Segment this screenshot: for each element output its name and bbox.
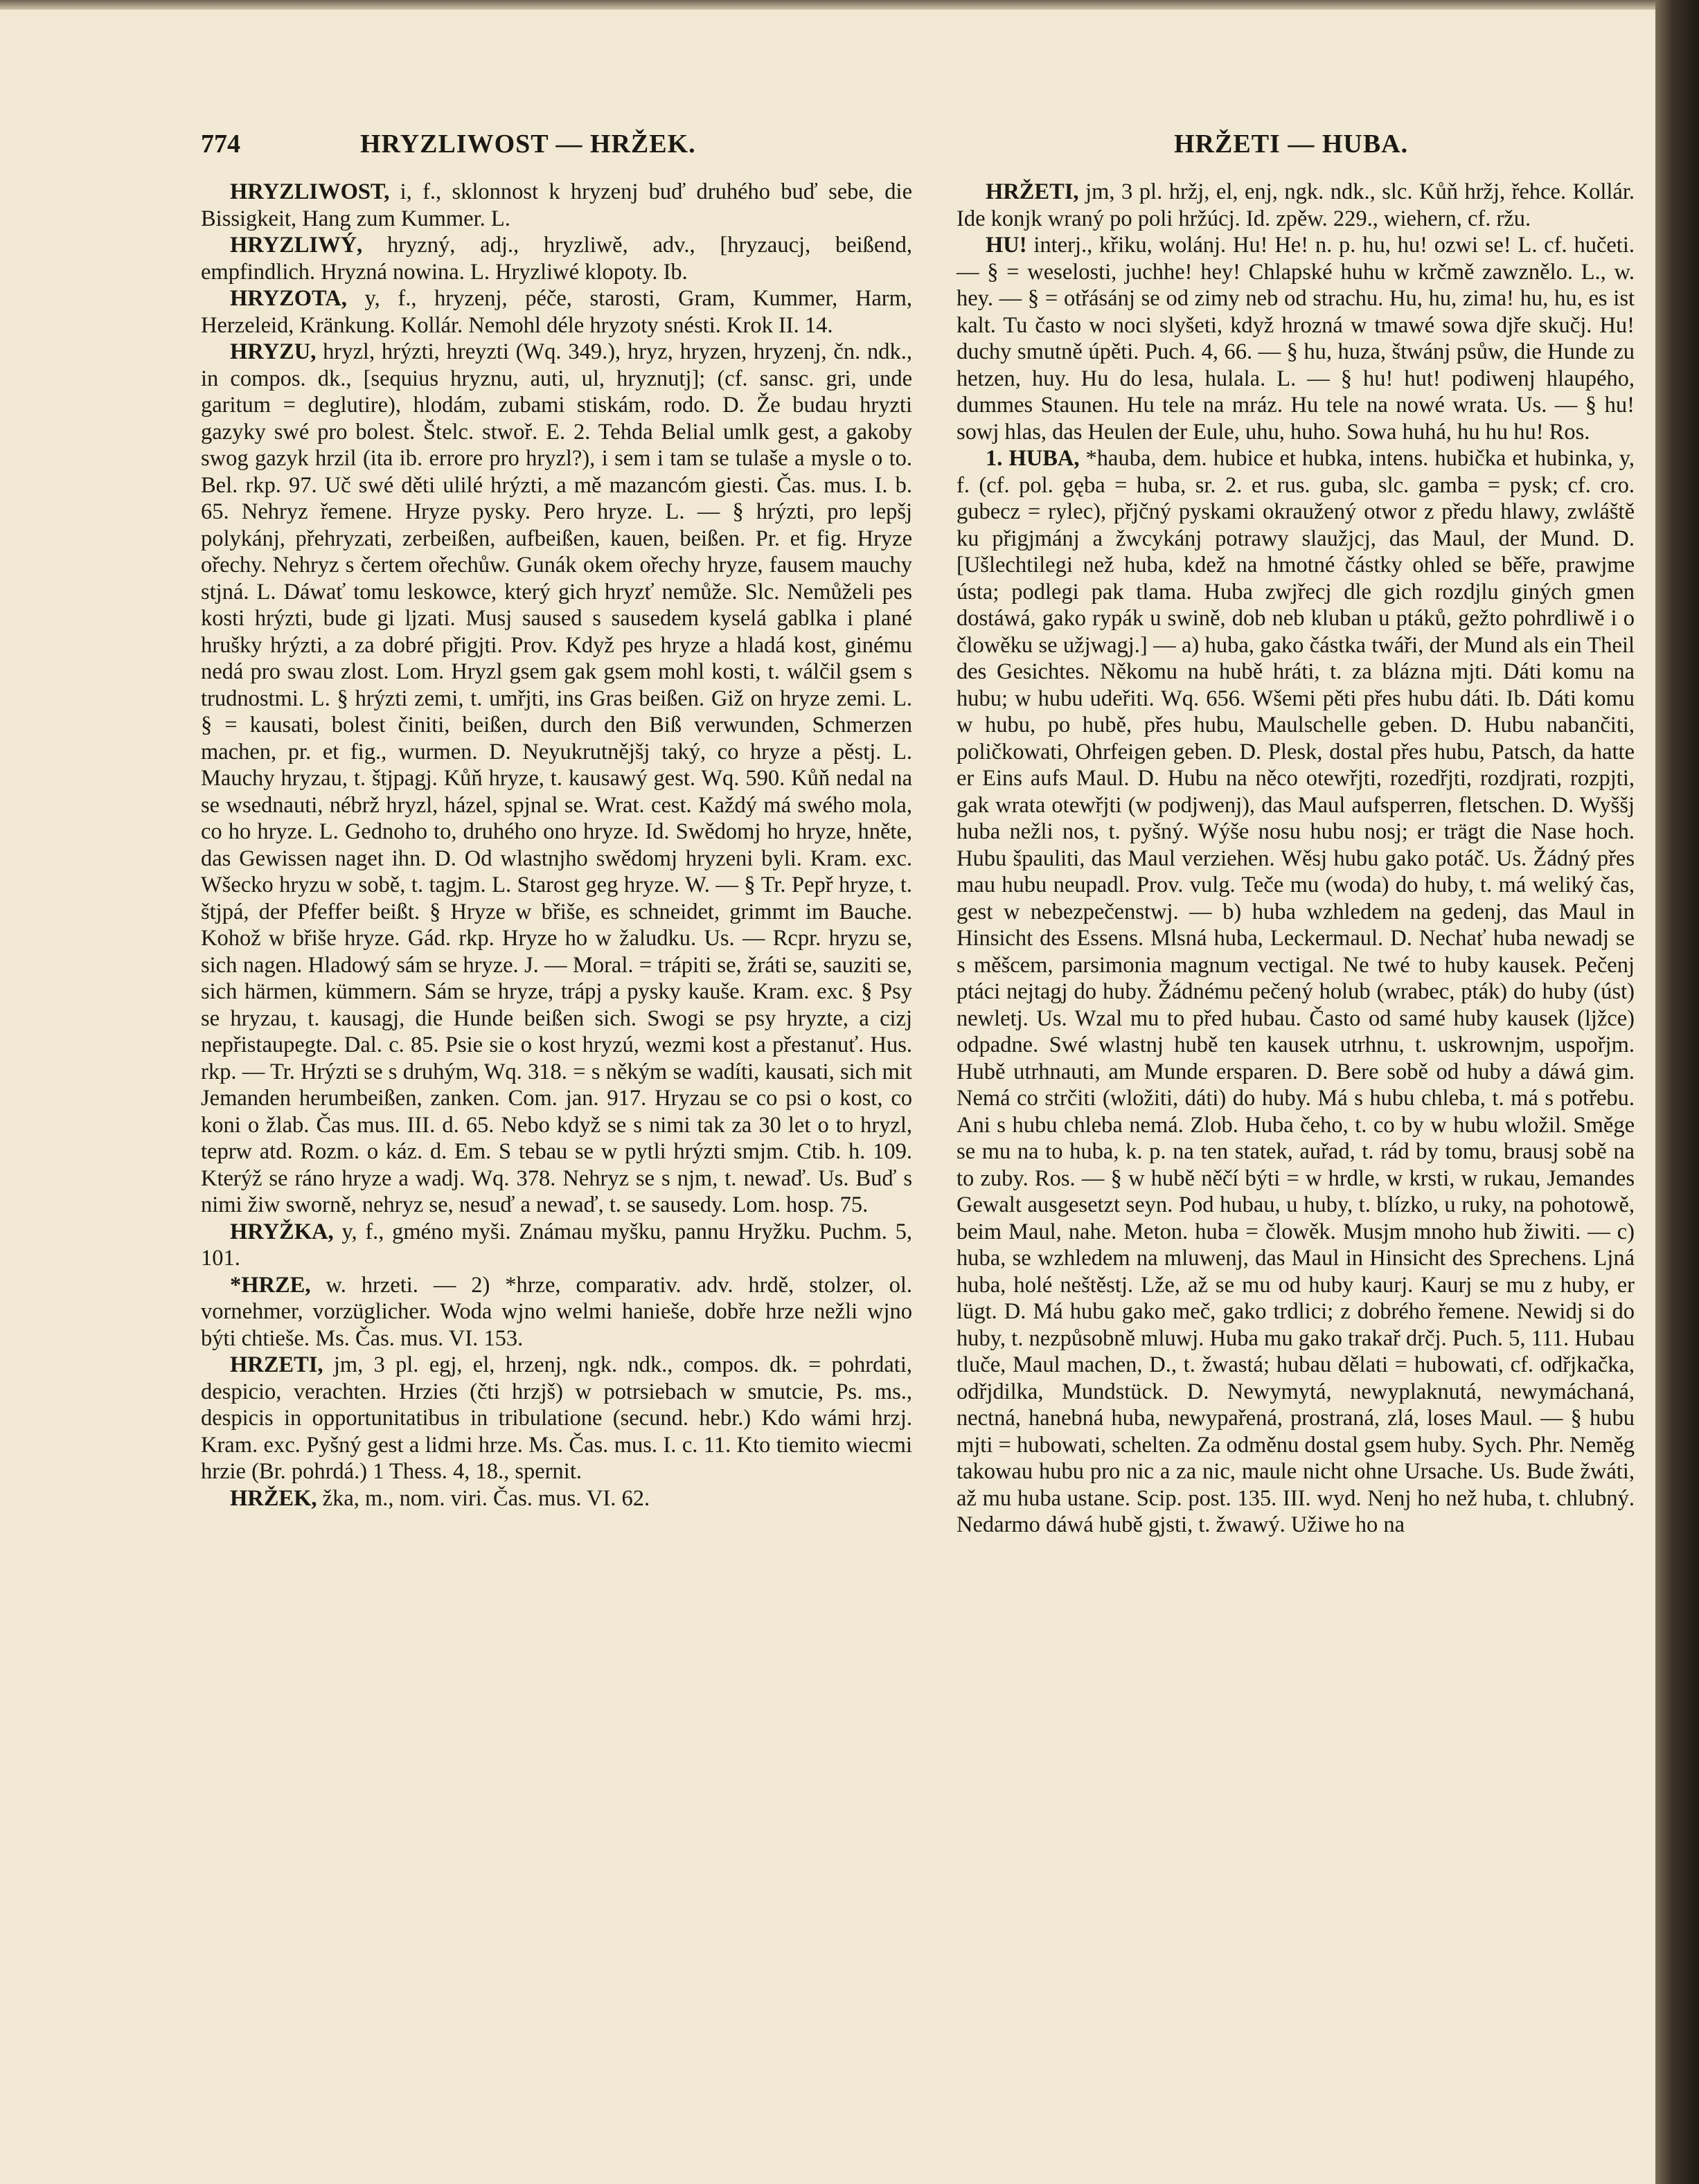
entry-text: hryzl, hrýzti, hreyzti (Wq. 349.), hryz, hryzen, hryzenj, čn. ndk., in compos. dk., [sequius hryznu, auti, ul, hryznutj]; (cf. sansc. gri, unde garitum = deglutire), hlodám, zubami stiskám, rodo. D. Že budau hryzti gazyky swé pro bolest. Štelc. stwoř. E. 2. Tehda Belial umlk gest, a gakoby swog gazyk hrzil (ita ib. errore pro hryzl?), i sem i tam se tulaše a mysle o to. Bel. rkp. 97. Uč swé děti ulilé hrýzti, a mě mazancóm giesti. Čas. mus. I. b. 65. Nehryz řemene. Hryze pysky. Pero hryze. L. — § hrýzti, pro lepšj polykánj, přehryzati, zerbeißen, aufbeißen, kauen, beißen. Pr. et fig. Hryze ořechy. Nehryz s čertem ořechůw. Gunák okem ořechy hryze, fausem mauchy stjná. L. Dáwať tomu leskowce, který gich hryzť nemůže. Slc. Nemůželi pes kosti hrýzti, bude gi ljzati. Musj saused s sausedem kyselá gablka i plané hrušky hrýzti, a za dobré přigjti. Prov. Když pes hryze a hladá kost, ginému nedá pro swau zlost. Lom. Hryzl gsem gak gsem mohl kosti, t. wálčil gsem s trudnostmi. L. § hrýzti zemi, t. umřjti, ins Gras beißen. Giž on hryze zemi. L. § = kausati, bolest činiti, beißen, durch den Biß verwunden, Schmerzen machen, pr. et fig., wurmen. D. Neyukrutnějšj taký, co hryze a pěstj. L. Mauchy hryzau, t. štjpagj. Kůň hryze, t. kausawý gest. Wq. 590. Kůň nedal na se wsednauti, nébrž hryzl, házel, spjnal se. Wrat. cest. Každý má swého mola, co ho hryze. L. Gednoho to, druhého ono hryze. Id. Swědomj ho hryze, hněte, das Gewissen naget ihn. D. Od wlastnjho swědomj hryzeni byli. Kram. exc. Wšecko hryzu w sobě, t. tagjm. L. Starost geg hryze. W. — § Tr. Pepř hryze, t. štjpá, der Pfeffer beißt. § Hryze w břiše, es schneidet, grimmt im Bauche. Kohož w břiše hryze. Gád. rkp. Hryze ho w žaludku. Us. — Rcpr. hryzu se, sich nagen. Hladowý sám se hryze. J. — Moral. = trápiti se, žráti se, sauziti se, sich härmen, kümmern. Sám se hryze, trápj a pysky kauše. Kram. exc. § Psy se hryzau, t. kausagj, die Hunde beißen sich. Swogi se psy hryzte, a cizj nepřistaupegte. Dal. c. 85. Psie sie o kost hryzú, wezmi kost a přestanuť. Hus. rkp. — Tr. Hrýzti se s druhým, Wq. 318. = s někým se wadíti, kausati, sich mit Jemanden herumbeißen, zanken. Com. jan. 917. Hryzau se co psi o kost, co koni o žlab. Čas mus. III. d. 65. Nebo když se s nimi tak za 30 let o to hryzl, teprw atd. Rozm. o káz. d. Em. S tebau se w pytli hrýzti smjm. Ctib. h. 109. Kterýž se ráno hryze a wadj. Wq. 378. Nehryz se s njm, t. newaď. Us. Buď s nimi žiw sworně, nehryz se, nesuď a newaď, t. se sausedy. Lom. hosp. 75. (201, 339, 912, 1217)
headword: HRYZLIWOST, (230, 179, 390, 204)
dictionary-entry (957, 179, 1635, 232)
headword: HRYZLIWÝ, (230, 233, 363, 258)
entry-text: jm, 3 pl. egj, el, hrzenj, ngk. ndk., compos. dk. = pohrdati, despicio, verachten. Hrzies (čti hrzjš) w potrsiebach w smutcie, Ps. ms., despicis in opportunitatibus in tribulatione (secund. hebr.) Kdo wámi hrzj. Kram. exc. Pyšný gest a lidmi hrze. Ms. Čas. mus. I. c. 11. Kto tiemito wiecmi hrzie (Br. pohrdá.) 1 Thess. 4, 18., spernit. (201, 1352, 912, 1484)
headword: *HRZE, (230, 1272, 311, 1298)
page-number: 774 (201, 129, 240, 159)
dictionary-entry (957, 232, 1635, 445)
entry-text: jm, 3 pl. hržj, el, enj, ngk. ndk., slc. Kůň hržj, řehce. Kollár. Ide konjk wraný po poli hržúcj. Id. zpěw. 229., wiehern, cf. ržu. (957, 179, 1635, 231)
headword: HRYŽKA, (230, 1219, 334, 1244)
entry-text: y, f., gméno myši. Známau myšku, pannu Hryžku. Puchm. 5, 101. (201, 1219, 912, 1271)
headword: HU! (986, 233, 1027, 258)
dictionary-entry (201, 1352, 912, 1485)
dictionary-entry (957, 445, 1635, 1539)
headword: 1. HUBA, (986, 446, 1080, 471)
left-column (201, 179, 912, 1512)
scan-top-edge (0, 0, 1699, 10)
dictionary-entry (201, 179, 912, 232)
dictionary-entry (201, 1272, 912, 1352)
dictionary-entry (201, 339, 912, 1219)
right-running-title: HRŽETI — HUBA. (1174, 129, 1409, 159)
dictionary-entry (201, 232, 912, 285)
dictionary-entry (201, 285, 912, 339)
left-running-title: HRYZLIWOST — HRŽEK. (360, 129, 696, 159)
dictionary-entry (201, 1485, 912, 1512)
scan-binding-edge (1655, 0, 1699, 2184)
entry-text: žka, m., nom. viri. Čas. mus. VI. 62. (317, 1485, 650, 1511)
headword: HRZETI, (230, 1352, 323, 1377)
entry-text: y, f., hryzenj, péče, starosti, Gram, Kummer, Harm, Herzeleid, Kränkung. Kollár. Nemohl déle hryzoty snésti. Krok II. 14. (201, 286, 912, 338)
entry-text: i, f., sklonnost k hryzenj buď druhého buď sebe, die Bissigkeit, Hang zum Kummer. L. (201, 179, 912, 231)
headword: HRŽEK, (230, 1485, 317, 1511)
entry-text: *hauba, dem. hubice et hubka, intens. hubička et hubinka, y, f. (cf. pol. gęba = huba, sr. 2. et rus. guba, slc. gamba = pysk; cf. cro. gubecz = rylec), přjčný pyskami okraužený otwor z předu hlawy, zwláště ku přigjmánj a žwcykánj potrawy slaužjcj, das Maul, der Mund. D. [Ušlechtilegi než huba, kdež na hmotné částky ohled se běře, prawjme ústa; podlegi pak tlama. Huba zwjřecj dle gich rozdjlu giných gmen dostáwá, gako rypák u swině, dob neb kluban u ptáků, gežto pohrdliwě i o člowěku se užjwagj.] — a) huba, gako částka twáři, der Mund als ein Theil des Gesichtes. Někomu na hubě hráti, t. za blázna mjti. Dáti komu na hubu; w hubu udeřiti. Wq. 656. Wšemi pěti přes hubu dáti. Ib. Dáti komu w hubu, po hubě, přes hubu, Maulschelle geben. D. Hubu nabančiti, poličkowati, Ohrfeigen geben. D. Plesk, dostal přes hubu, Patsch, da hatte er Eins aufs Maul. D. Hubu na něco otewřjti, rozedřjti, rozdjrati, rozpjti, gak wrata otewřjti (w podjwenj), das Maul aufsperren, fletschen. D. Wyššj huba nežli nos, t. pyšný. Wýše nosu hubu nosj; er trägt die Nase hoch. Hubu špauliti, das Maul verziehen. Wěsj hubu gako potáč. Us. Žádný přes mau hubu neupadl. Prov. vulg. Teče mu (woda) do huby, t. má weliký čas, gest w nebezpečenstwj. — b) huba wzhledem na gedenj, das Maul in Hinsicht des Essens. Mlsná huba, Leckermaul. D. Nechať huba newadj se s měšcem, parsimonia magnum vectigal. Ne twé to huby kausek. Pečenj ptáci nejtagj do huby. Žádnému pečený holub (wrabec, pták) do huby (úst) newletj. Us. Wzal mu to před hubau. Často od samé huby kausek (ljžce) odpadne. Swé wlastnj hubě ten kausek utrhnu, t. uskrownjm, uspořjm. Hubě utrhnauti, am Munde ersparen. D. Bere sobě od huby a dáwá gim. Nemá co strčiti (wložiti, dáti) do huby. Má s hubu chleba, t. má s potřebu. Ani s hubu chleba nemá. Zlob. Huba čeho, t. co by w hubu wložil. Směge se mu na to huba, k. p. na ten statek, auřad, t. rád by tomu, brausj sobě na to zuby. Ros. — § w hubě něčí býti = w hrdle, w krsti, w rukau, Jemandes Gewalt ausgesetzt seyn. Pod hubau, u huby, t. blízko, u ruky, na pohotowě, beim Maul, nahe. Meton. huba = člowěk. Musjm mnoho hub žiwiti. — c) huba, se wzhledem na mluwenj, das Maul in Hinsicht des Sprechens. Ljná huba, holé neštěstj. Lže, až se mu od huby kaurj. Kaurj se mu z huby, er lügt. D. Má hubu gako meč, gako trdlici; z dobrého řemene. Newidj si do huby, t. nezpůsobně mluwj. Huba mu gako trakař drčj. Puch. 5, 111. Hubau tluče, Maul machen, D., t. žwastá; hubau dělati = hubowati, cf. odřjkačka, odřjdilka, Mundstück. D. Newymytá, newyplaknutá, newymáchaná, nectná, hanebná huba, newypařená, prostraná, zlá, loses Maul. — § hubu mjti = hubowati, schelten. Za odměnu dostal gsem huby. Sych. Phr. Neměg takowau hubu pro nic a za nic, maule nicht ohne Ursache. Us. Bude žwáti, až mu huba ustane. Scip. post. 135. III. wyd. Nenj ho než huba, t. chlubný. Nedarmo dáwá hubě gjsti, t. žwawý. Užiwe ho na (957, 446, 1635, 1537)
headword: HRŽETI, (986, 179, 1079, 204)
entry-text: hryzný, adj., hryzliwě, adv., [hryzaucj, beißend, empfindlich. Hryzná nowina. L. Hryzliwé klopoty. Ib. (201, 233, 912, 285)
entry-text: w. hrzeti. — 2) *hrze, comparativ. adv. hrdě, stolzer, ol. vornehmer, vorzüglicher. Woda wjno welmi hanieše, dobře hrze nežli wjno býti chtieše. Ms. Čas. mus. VI. 153. (201, 1272, 912, 1351)
headword: HRYZOTA, (230, 286, 347, 311)
dictionary-entry (201, 1219, 912, 1272)
entry-text: interj., křiku, wolánj. Hu! He! n. p. hu, hu! ozwi se! L. cf. hučeti. — § = weselosti, juchhe! hey! Chlapské huhu w krčmě zawznělo. L., w. hey. — § = otřásánj se od zimy neb od strachu. Hu, hu, zima! hu, hu, es ist kalt. Tu často w noci slyšeti, když hrozná w tmawé sowa djře skučj. Hu! duchy smutně úpěti. Puch. 4, 66. — § hu, huza, štwánj psůw, die Hunde zu hetzen, huy. Hu do lesa, hulala. L. — § hu! hut! podiwenj hlaupého, dummes Staunen. Hu tele na mráz. Hu tele na nowé wrata. Us. — § hu! sowj hlas, das Heulen der Eule, uhu, huho. Sowa huhá, hu hu hu! Ros. (957, 233, 1635, 445)
right-column (957, 179, 1635, 1539)
running-header (0, 129, 1655, 170)
headword: HRYZU, (230, 339, 317, 364)
